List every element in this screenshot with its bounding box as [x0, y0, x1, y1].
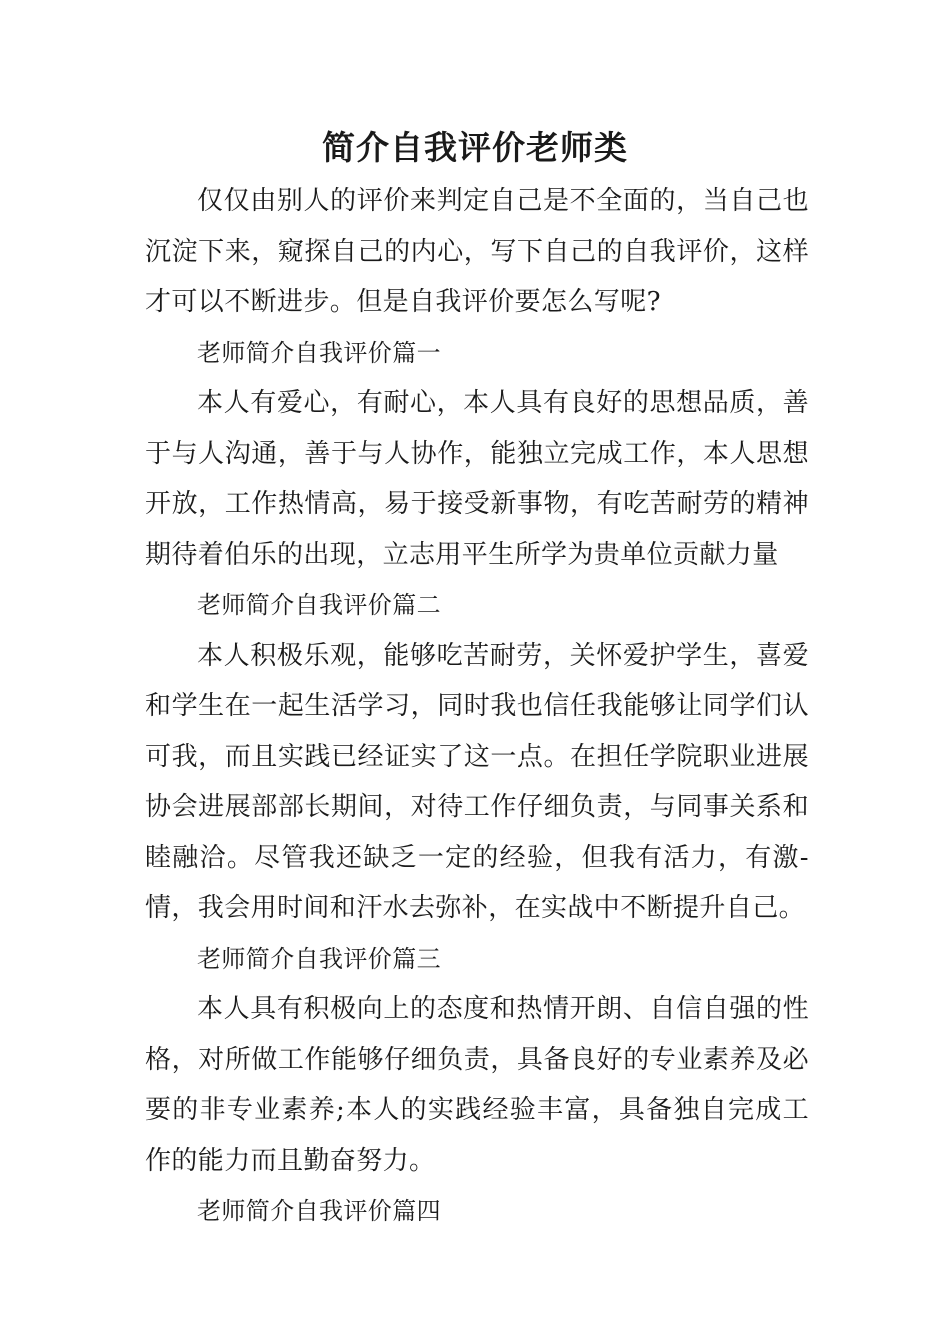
intro-paragraph: 仅仅由别人的评价来判定自己是不全面的，当自己也沉淀下来，窥探自己的内心，写下自己的自我评价，这样才可以不断进步。但是自我评价要怎么写呢?	[145, 186, 809, 317]
section-heading-1: 老师简介自我评价篇一	[197, 338, 441, 367]
section-heading-3: 老师简介自我评价篇三	[197, 944, 441, 973]
section-body-3: 本人具有积极向上的态度和热情开朗、自信自强的性格，对所做工作能够仔细负责，具备良好的专业素养及必要的非专业素养;本人的实践经验丰富，具备独自完成工作的能力而且勤奋努力。	[145, 994, 809, 1176]
section-body-2: 本人积极乐观，能够吃苦耐劳，关怀爱护学生，喜爱和学生在一起生活学习，同时我也信任我能够让同学们认可我，而且实践已经证实了这一点。在担任学院职业进展协会进展部部长期间，对待工作仔细负责，与同事关系和睦融洽。尽管我还缺乏一定的经验，但我有活力，有激-情，我会用时间和汗水去弥补，在实战中不断提升自己。	[145, 640, 809, 923]
section-heading-2: 老师简介自我评价篇二	[197, 591, 441, 619]
section-heading-4: 老师简介自我评价篇四	[197, 1197, 441, 1225]
document-title: 简介自我评价老师类	[322, 128, 628, 167]
section-body-1: 本人有爱心，有耐心，本人具有良好的思想品质，善于与人沟通，善于与人协作，能独立完成工作，本人思想开放，工作热情高，易于接受新事物，有吃苦耐劳的精神期待着伯乐的出现，立志用平生所学为贵单位贡献力量	[145, 388, 809, 570]
document-body	[145, 176, 809, 1237]
